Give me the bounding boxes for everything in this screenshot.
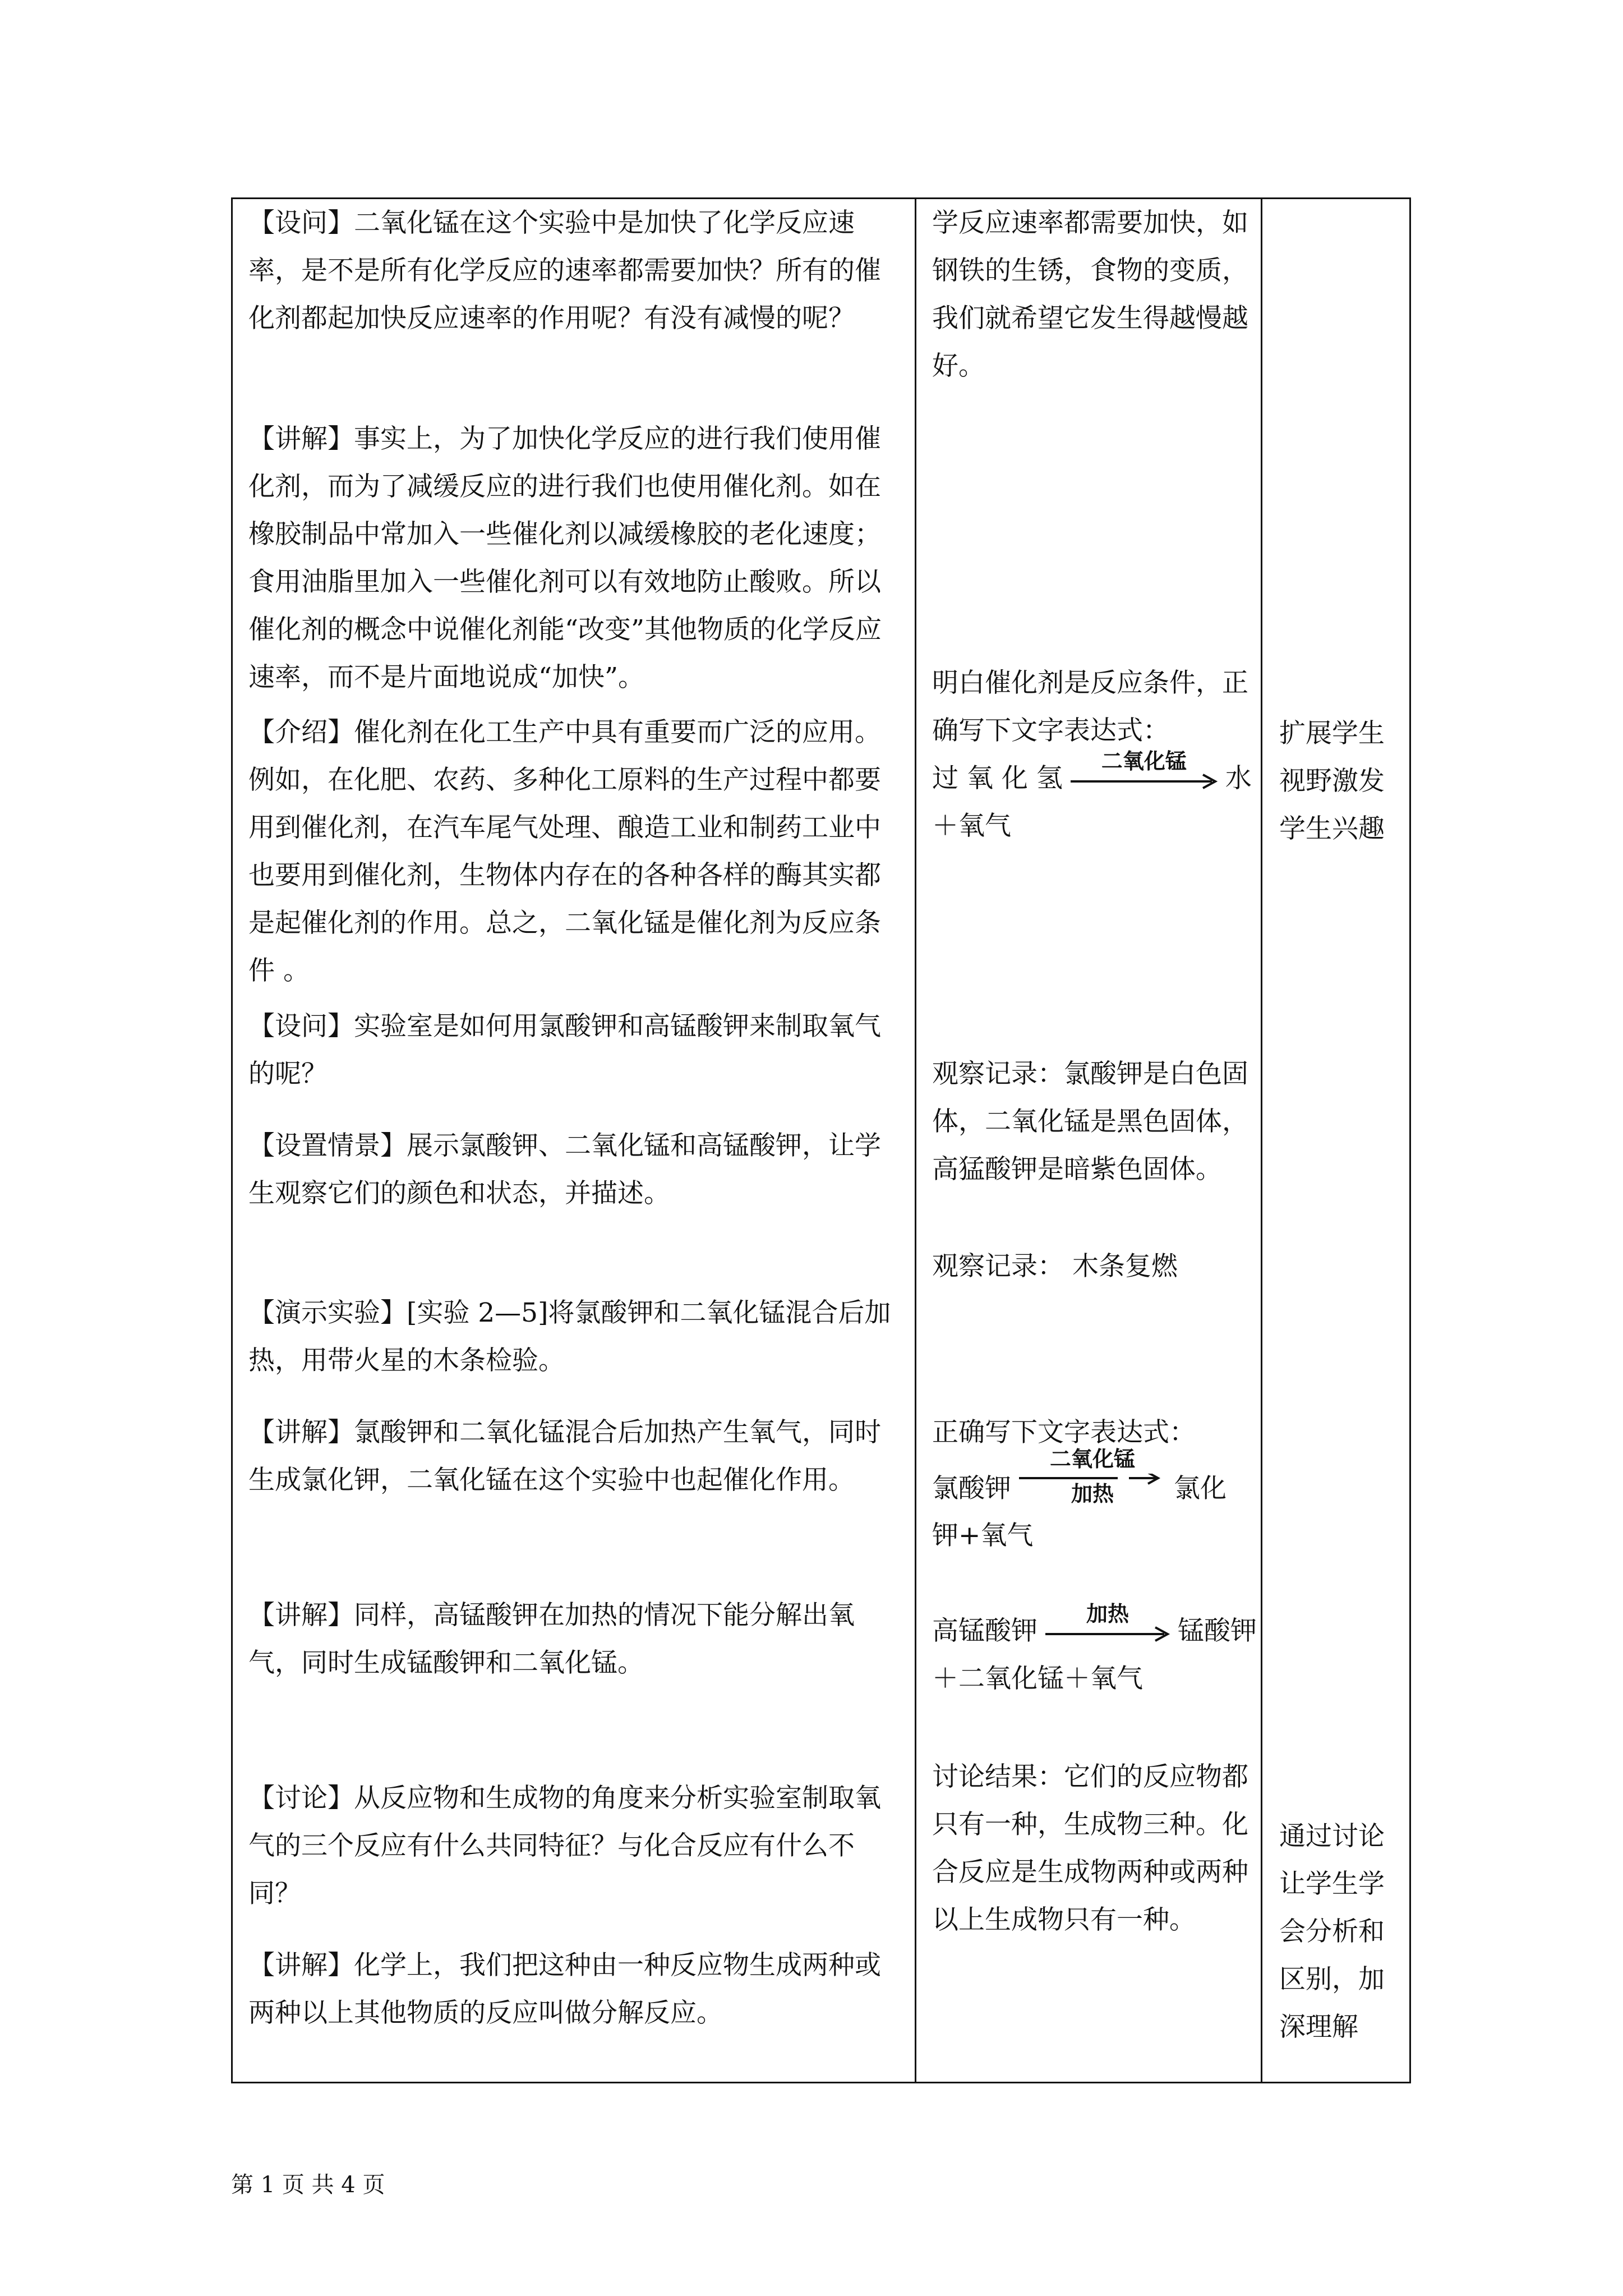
product: 氯化 — [1174, 1473, 1227, 1504]
condition-label: 加热 — [1071, 1481, 1114, 1506]
observation-record: 观察记录：氯酸钾是白色固体，二氧化锰是黑色固体，高猛酸钾是暗紫色固体。 — [932, 1059, 1248, 1185]
student-paragraph: 正确写下文字表达式： — [932, 1417, 1196, 1448]
discussion-paragraph: 【讨论】从反应物和生成物的角度来分析实验室制取氧气的三个反应有什么共同特征？与化合反应有什么不同？ — [248, 1783, 881, 1909]
question-paragraph: 【设问】二氧化锰在这个实验中是加快了化学反应速率，是不是所有化学反应的速率都需要加快？所有的催化剂都起加快反应速率的作用呢？有没有减慢的呢？ — [248, 208, 881, 334]
page-footer: 第 1 页 共 4 页 — [231, 2172, 385, 2198]
scenario-paragraph: 【设置情景】展示氯酸钾、二氧化锰和高锰酸钾，让学生观察它们的颜色和状态，并描述。 — [248, 1130, 881, 1209]
student-activity-column — [916, 199, 1261, 2082]
reactant: 高锰酸钾 — [932, 1616, 1038, 1646]
equation-potassium-permanganate — [932, 1602, 1257, 1655]
reaction-arrow — [1017, 1447, 1168, 1507]
question-paragraph: 【设问】实验室是如何用氯酸钾和高锰酸钾来制取氧气的呢？ — [248, 1011, 881, 1089]
reaction-arrow — [1043, 1602, 1172, 1650]
product: 水 — [1225, 763, 1252, 794]
lesson-table — [231, 197, 1411, 2083]
discussion-result: 讨论结果：它们的反应物都只有一种，生成物三种。化合反应是生成物两种或两种以上生成物只有一种。 — [932, 1761, 1248, 1935]
product: 锰酸钾 — [1178, 1616, 1257, 1646]
demo-experiment-paragraph: 【演示实验】[实验 2—5]将氯酸钾和二氧化锰混合后加热，用带火星的木条检验。 — [248, 1297, 891, 1376]
student-paragraph: 学反应速率都需要加快，如钢铁的生锈，食物的变质，我们就希望它发生得越慢越好。 — [932, 208, 1248, 381]
reaction-arrow — [1068, 749, 1220, 797]
equation-potassium-chlorate — [932, 1447, 1227, 1512]
explanation-paragraph: 【讲解】氯酸钾和二氧化锰混合后加热产生氧气，同时生成氯化钾，二氧化锰在这个实验中也起催化作用。 — [248, 1417, 881, 1496]
teacher-activity-column — [233, 199, 915, 2082]
condition-label: 二氧化锰 — [1101, 749, 1187, 774]
condition-label: 二氧化锰 — [1049, 1447, 1135, 1471]
reactant: 过 氧 化 氢 — [932, 763, 1063, 794]
design-intent-column — [1262, 199, 1411, 2082]
student-paragraph: 明白催化剂是反应条件，正确写下文字表达式： — [932, 668, 1248, 746]
explanation-paragraph: 【讲解】事实上，为了加快化学反应的进行我们使用催化剂，而为了减缓反应的进行我们也使用催化剂。如在橡胶制品中常加入一些催化剂以减缓橡胶的老化速度；食用油脂里加入一些催化剂可以有效地防止酸败。所以催化剂的概念中说催化剂能“改变”其他物质的化学反应速率，而不是片面地说成“加快”。 — [248, 424, 882, 693]
explanation-paragraph: 【讲解】化学上，我们把这种由一种反应物生成两种或两种以上其他物质的反应叫做分解反应。 — [248, 1950, 881, 2028]
design-intent-note: 扩展学生视野激发学生兴趣 — [1279, 718, 1385, 844]
explanation-paragraph: 【讲解】同样，高锰酸钾在加热的情况下能分解出氧气，同时生成锰酸钾和二氧化锰。 — [248, 1600, 855, 1678]
reactant: 氯酸钾 — [932, 1473, 1011, 1504]
condition-label: 加热 — [1086, 1602, 1129, 1626]
equation-hydrogen-peroxide — [932, 749, 1252, 802]
equation-line-2: 钾+氧气 — [932, 1520, 1034, 1551]
observation-record: 观察记录： 木条复燃 — [932, 1251, 1178, 1282]
equation-line-2: ＋二氧化锰＋氧气 — [932, 1663, 1143, 1694]
design-intent-note: 通过讨论让学生学会分析和区别，加深理解 — [1279, 1821, 1385, 2042]
equation-line-2: ＋氧气 — [932, 811, 1011, 841]
introduction-paragraph: 【介绍】催化剂在化工生产中具有重要而广泛的应用。例如，在化肥、农药、多种化工原料的生产过程中都要用到催化剂，在汽车尾气处理、酿造工业和制药工业中也要用到催化剂，生物体内存在的各种各样的酶其实都是起催化剂的作用。总之，二氧化锰是催化剂为反应条件 。 — [248, 717, 881, 986]
